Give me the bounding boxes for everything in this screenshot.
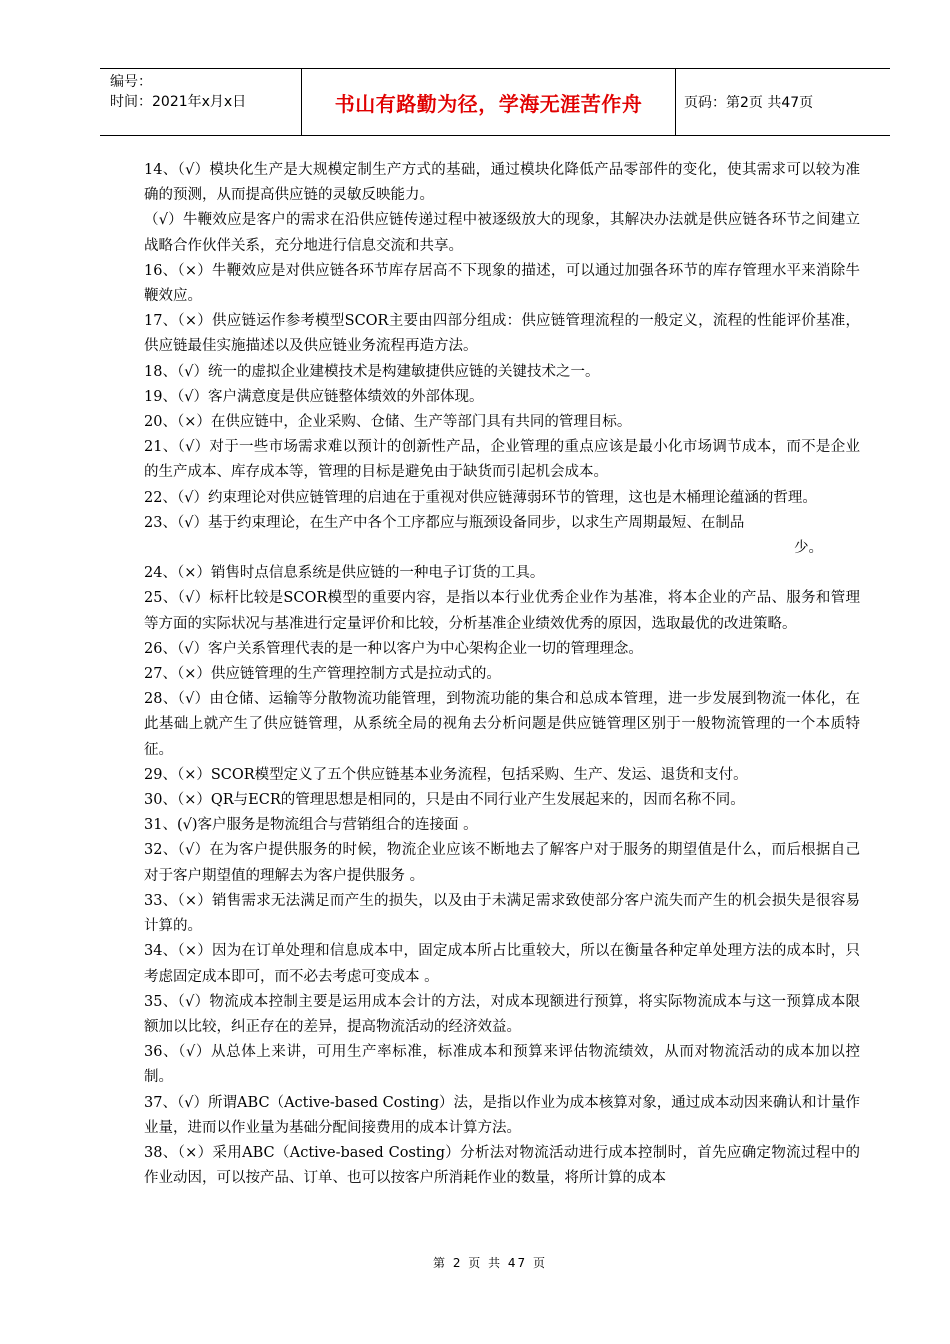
question-22: 22、（√）约束理论对供应链管理的启迪在于重视对供应链薄弱环节的管理，这也是木桶理论蕴涵的哲理。 [144,489,817,506]
question-32: 32、（√）在为客户提供服务的时候，物流企业应该不断地去了解客户对于服务的期望值是什么，而后根据自己对于客户期望值的理解去为客户提供服务 。 [144,842,860,884]
question-14: 14、（√）模块化生产是大规模定制生产方式的基础，通过模块化降低产品零部件的变化，使其需求可以较为准确的预测，从而提高供应链的灵敏反映能力。 [144,162,860,204]
footer-page-number: 第 2 页 共 47 页 [433,1256,547,1270]
question-17: 17、（×）供应链运作参考模型SCOR主要由四部分组成：供应链管理流程的一般定义，流程的性能评价基准，供应链最佳实施描述以及供应链业务流程再造方法。 [144,313,860,355]
question-27: 27、（×）供应链管理的生产管理控制方式是拉动式的。 [144,666,501,683]
question-19: 19、（√）客户满意度是供应链整体绩效的外部体现。 [144,388,484,405]
header-motto: 书山有路勤为径，学海无涯苦作舟 [302,69,676,135]
question-23: 23、（√）基于约束理论，在生产中各个工序都应与瓶颈设备同步，以求生产周期最短、在制品 [144,514,745,531]
question-30: 30、（×）QR与ECR的管理思想是相同的，只是由不同行业产生发展起来的，因而名称不同。 [144,792,745,809]
question-20: 20、（×）在供应链中，企业采购、仓储、生产等部门具有共同的管理目标。 [144,414,632,431]
question-26: 26、（√）客户关系管理代表的是一种以客户为中心架构企业一切的管理理念。 [144,640,643,657]
document-date-label: 时间：2021年x月x日 [110,94,247,110]
question-36: 36、（√）从总体上来讲，可用生产率标准，标准成本和预算来评估物流绩效，从而对物流活动的成本加以控制。 [144,1044,860,1086]
question-16: 16、（×）牛鞭效应是对供应链各环节库存居高不下现象的描述，可以通过加强各环节的库存管理水平来消除牛鞭效应。 [144,262,860,305]
question-15: （√）牛鞭效应是客户的需求在沿供应链传递过程中被逐级放大的现象，其解决办法就是供应链各环节之间建立战略合作伙伴关系，充分地进行信息交流和共享。 [144,212,860,254]
question-38: 38、（×）采用ABC（Active-based Costing）分析法对物流活动进行成本控制时，首先应确定物流过程中的作业动因，可以按产品、订单、也可以按客户所消耗作业的数量，将所计算的成本 [144,1144,860,1187]
question-31: 31、(√)客户服务是物流组合与营销组合的连接面 。 [144,817,478,834]
question-28: 28、（√）由仓储、运输等分散物流功能管理，到物流功能的集合和总成本管理，进一步发展到物流一体化，在此基础上就产生了供应链管理，从系统全局的视角去分析问题是供应链管理区别于一般物流管理的一个本质特征。 [144,691,860,758]
page-footer [0,1252,950,1271]
question-25: 25、（√）标杆比较是SCOR模型的重要内容，是指以本行业优秀企业作为基准，将本企业的产品、服务和管理等方面的实际状况与基准进行定量评价和比较，分析基准企业绩效优秀的原因，选取最优的改进策略。 [144,590,860,632]
question-37: 37、（√）所谓ABC（Active-based Costing）法，是指以作业为成本核算对象，通过成本动因来确认和计量作业量，进而以作业量为基础分配间接费用的成本计算方法。 [144,1094,860,1136]
question-24: 24、（×）销售时点信息系统是供应链的一种电子订货的工具。 [144,565,545,582]
page-header [100,68,890,136]
document-code-label: 编号： [110,74,152,90]
document-body [144,158,860,1191]
header-page-number: 页码：第2页 共47页 [684,95,814,111]
question-29: 29、（×）SCOR模型定义了五个供应链基本业务流程，包括采购、生产、发运、退货和支付。 [144,766,748,783]
question-35: 35、（√）物流成本控制主要是运用成本会计的方法，对成本现额进行预算，将实际物流成本与这一预算成本限额加以比较，纠正存在的差异，提高物流活动的经济效益。 [144,993,860,1035]
question-23-continuation: 少。 [794,540,823,557]
question-18: 18、（√）统一的虚拟企业建模技术是构建敏捷供应链的关键技术之一。 [144,363,600,380]
question-34: 34、（×）因为在订单处理和信息成本中，固定成本所占比重较大，所以在衡量各种定单处理方法的成本时，只考虑固定成本即可，而不必去考虑可变成本 。 [144,943,860,985]
header-meta [100,69,302,135]
question-21: 21、（√）对于一些市场需求难以预计的创新性产品，企业管理的重点应该是最小化市场调节成本，而不是企业的生产成本、库存成本等，管理的目标是避免由于缺货而引起机会成本。 [144,439,860,481]
question-33: 33、（×）销售需求无法满足而产生的损失，以及由于未满足需求致使部分客户流失而产生的机会损失是很容易计算的。 [144,892,860,935]
